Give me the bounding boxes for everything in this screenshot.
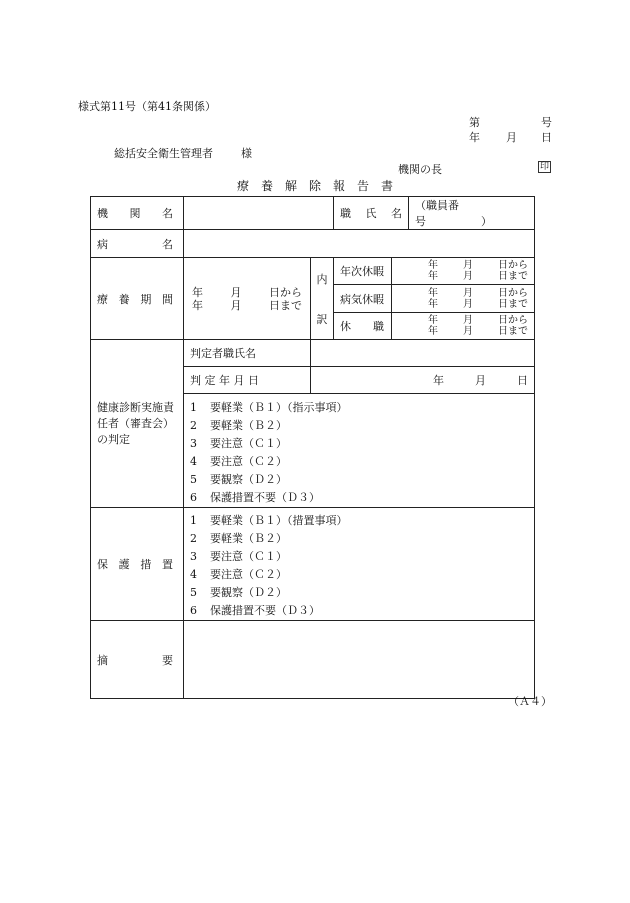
list-item[interactable]: 2 要軽業（Ｂ２） — [190, 419, 287, 432]
seal-mark: 印 — [540, 162, 550, 172]
disease-label: 病 名 — [97, 237, 173, 251]
addressee: 総括安全衛生管理者 — [114, 147, 213, 160]
header-year: 年 — [469, 131, 480, 144]
summary-label-cell — [91, 621, 184, 699]
annual-leave-label: 年次休暇 — [334, 258, 392, 285]
protection-label: 保 護 措 置 — [97, 558, 173, 571]
sick-leave-label: 病気休暇 — [334, 285, 392, 313]
judge-name-field[interactable] — [311, 340, 535, 367]
agency-label-cell — [91, 197, 184, 230]
list-item[interactable]: 2 要軽業（Ｂ２） — [190, 532, 287, 545]
summary-field[interactable] — [184, 621, 535, 699]
report-form — [90, 196, 535, 699]
staff-name-label-cell — [334, 197, 409, 230]
list-item[interactable]: 6 保護措置不要（Ｄ３） — [190, 491, 320, 504]
list-item[interactable]: 1 要軽業（Ｂ１）（指示事項） — [190, 401, 348, 414]
breakdown-label-cell — [311, 258, 334, 340]
annual-leave-dates[interactable]: 年 月 日から 年 月 日まで — [392, 258, 535, 285]
list-item[interactable]: 1 要軽業（Ｂ１）（措置事項） — [190, 514, 348, 527]
list-item[interactable]: 4 要注意（Ｃ２） — [190, 568, 287, 581]
staff-name-label: 職 氏 名 — [340, 207, 402, 220]
protection-list — [184, 508, 535, 621]
document-title: 療 養 解 除 報 告 書 — [236, 179, 393, 193]
health-judgment-label: 健康診断実施責任者（審査会）の判定 — [91, 340, 184, 508]
paper-size: （Ａ４） — [508, 695, 552, 708]
judge-name-label: 判定者職氏名 — [184, 340, 311, 367]
number-go: 号 — [541, 116, 552, 129]
list-item[interactable]: 5 要観察（Ｄ２） — [190, 586, 287, 599]
list-item[interactable]: 5 要観察（Ｄ２） — [190, 473, 287, 486]
header-month: 月 — [506, 131, 517, 144]
period-label-cell — [91, 258, 184, 340]
leave-of-absence-dates[interactable]: 年 月 日から 年 月 日まで — [392, 313, 535, 340]
breakdown-label-bottom: 訳 — [316, 312, 328, 326]
list-item[interactable]: 3 要注意（Ｃ１） — [190, 550, 287, 563]
period-label: 療 養 期 間 — [97, 292, 173, 306]
list-item[interactable]: 3 要注意（Ｃ１） — [190, 437, 287, 450]
period-to: 年 月 日まで — [192, 298, 302, 312]
leave-of-absence-label: 休 職 — [334, 313, 392, 340]
protection-label-cell — [91, 508, 184, 621]
sick-leave-dates[interactable]: 年 月 日から 年 月 日まで — [392, 285, 535, 313]
header-day: 日 — [541, 131, 552, 144]
number-dai: 第 — [469, 116, 480, 129]
addressee-sama: 様 — [241, 147, 252, 160]
list-item[interactable]: 4 要注意（Ｃ２） — [190, 455, 287, 468]
staff-number-field[interactable] — [409, 197, 535, 230]
summary-label: 摘 要 — [97, 653, 173, 667]
agency-field[interactable] — [184, 197, 334, 230]
judgment-date-label: 判 定 年 月 日 — [184, 367, 311, 394]
judgment-list — [184, 394, 535, 508]
disease-field[interactable] — [184, 230, 535, 258]
judgment-date-ymd: 年 月 日 — [433, 374, 528, 387]
staff-number-text: （職員番号 ） — [415, 199, 492, 228]
list-item[interactable]: 6 保護措置不要（Ｄ３） — [190, 604, 320, 617]
period-field[interactable] — [184, 258, 311, 340]
disease-label-cell — [91, 230, 184, 258]
judgment-date-field[interactable] — [311, 367, 535, 394]
agency-label: 機 関 名 — [97, 207, 173, 220]
breakdown-label-top: 内 — [316, 272, 328, 286]
agency-head: 機関の長 — [398, 163, 442, 176]
form-number: 様式第11号（第41条関係） — [78, 100, 216, 113]
period-from: 年 月 日から — [192, 285, 302, 299]
